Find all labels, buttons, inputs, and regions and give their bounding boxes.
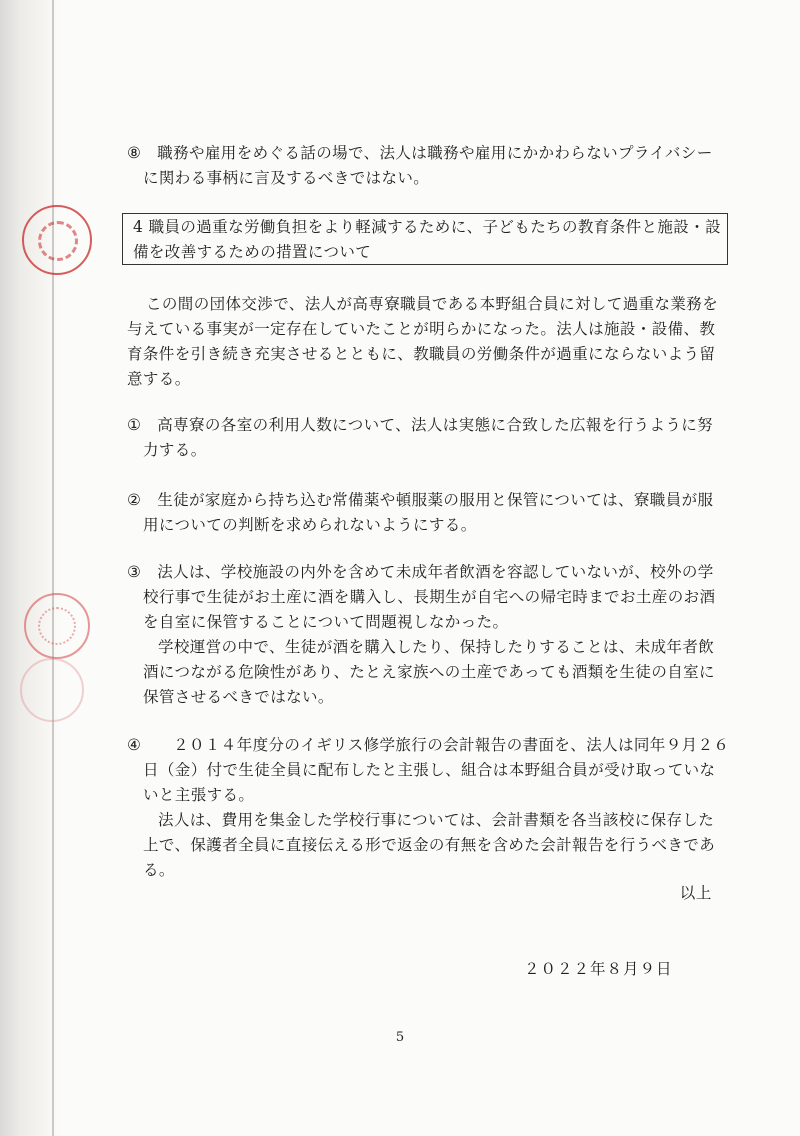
item-3-line-1: ③ 法人は、学校施設の内外を含めて未成年者飲酒を容認していないが、校外の学 (127, 560, 714, 585)
item-3-line-2: 校行事で生徒がお土産に酒を購入し、長期生が自宅への帰宅時までお土産のお酒 (143, 588, 716, 606)
intro-line-2: 与えている事実が一定存在していたことが明らかになった。法人は施設・設備、教 (127, 320, 716, 338)
red-seal-stamp (22, 205, 92, 275)
red-seal-stamp (24, 593, 90, 659)
binding-edge (52, 0, 54, 1136)
item-4-line-1: ④ ２０１４年度分のイギリス修学旅行の会計報告の書面を、法人は同年９月２６ (127, 733, 729, 758)
faded-seal-stamp (20, 658, 84, 722)
item-1-line-1: ① 高専寮の各室の利用人数について、法人は実態に合致した広報を行うように努 (127, 413, 713, 438)
item-1-marker: ① (127, 416, 142, 434)
item-2-line-2: 用についての判断を求められないようにする。 (143, 516, 477, 534)
item-4-line-6: る。 (143, 861, 175, 879)
section-4-heading: 4 職員の過重な労働負担をより軽減するために、子どもたちの教育条件と施設・設 備を改善するための措置について (133, 218, 721, 261)
item-3-line-5: 酒につながる危険性があり、たとえ家族への土産であっても酒類を生徒の自室に (143, 663, 715, 681)
item-4-line-4: 法人は、費用を集金した学校行事については、会計書類を各当該校に保存した (158, 811, 715, 829)
intro-line-4: 意する。 (127, 370, 191, 388)
item-3-line-6: 保管させるべきではない。 (143, 688, 334, 706)
item-8-line-1: ⑧ 職務や雇用をめぐる話の場で、法人は職務や雇用にかかわらないプライバシー (127, 141, 713, 166)
item-2-line-1: ② 生徒が家庭から持ち込む常備薬や頓服薬の服用と保管については、寮職員が服 (127, 488, 713, 513)
item-3-line-3: を自室に保管することについて問題視しなかった。 (143, 613, 509, 631)
item-1-line-2: 力する。 (143, 441, 207, 459)
item-4-line-5: 上で、保護者全員に直接伝える形で返金の有無を含めた会計報告を行うべきであ (143, 836, 716, 854)
document-date: ２０２２年８月９日 (524, 960, 673, 978)
item-4-line-2: 日（金）付で生徒全員に配布したと主張し、組合は本野組合員が受け取っていな (143, 761, 716, 779)
item-8-line-2: に関わる事柄に言及するべきではない。 (143, 169, 430, 187)
item-8-marker: ⑧ (127, 144, 142, 162)
item-4-line-3: いと主張する。 (143, 786, 255, 804)
intro-line-3: 育条件を引き続き充実させるとともに、教職員の労働条件が過重にならないよう留 (127, 345, 716, 363)
item-3-marker: ③ (127, 563, 142, 581)
item-3-line-4: 学校運営の中で、生徒が酒を購入したり、保持したりすることは、未成年者飲 (158, 638, 715, 656)
page-number: 5 (395, 1030, 405, 1045)
intro-line-1: この間の団体交渉で、法人が高専寮職員である本野組合員に対して過重な業務を (146, 295, 719, 313)
section-4-heading-box (122, 213, 728, 265)
item-4-marker: ④ (127, 736, 142, 754)
closing-mark: 以上 (679, 884, 712, 902)
item-2-marker: ② (127, 491, 142, 509)
